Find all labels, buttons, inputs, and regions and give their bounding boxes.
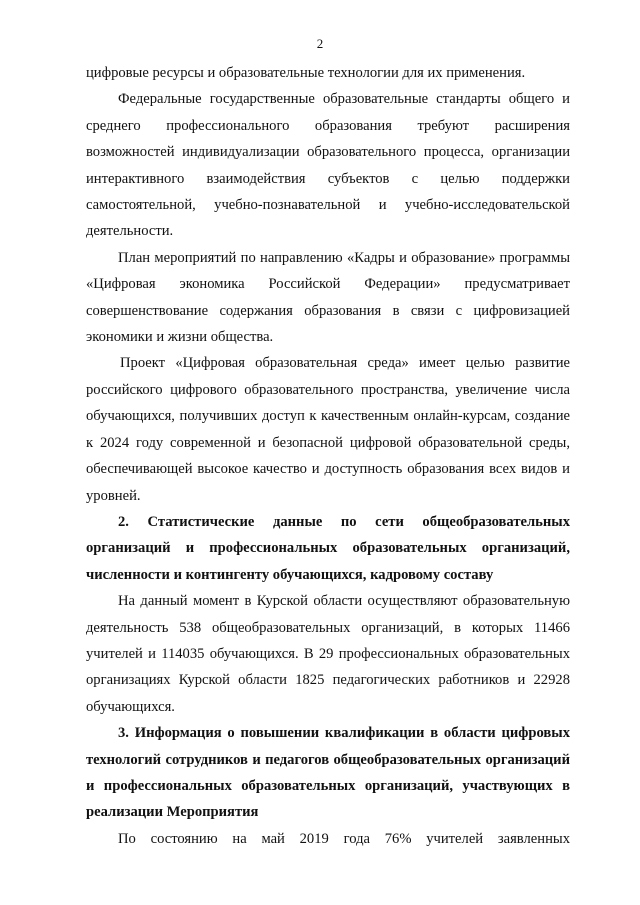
- paragraph-continuation: цифровые ресурсы и образовательные технологии для их применения.: [86, 65, 526, 81]
- paragraph-statistics: На данный момент в Курской области осуществляют образовательную деятельность 538 общеобразовательных организаций, в которых 11466 учителей и 114035 обучающихся. В 29 профессиональных образовательных организациях Курской области 1825 педагогических работников и 22928 обучающихся.: [86, 593, 570, 715]
- section-heading-qualification: 3. Информация о повышении квалификации в области цифровых технологий сотрудников и педагогов общеобразовательных организаций и профессиональных образовательных организаций, участвующих в реализации Мероприятия: [86, 725, 570, 821]
- paragraph-qualification: По состоянию на май 2019 года 76% учителей заявленных: [118, 830, 570, 847]
- paragraph-action-plan: План мероприятий по направлению «Кадры и образование» программы «Цифровая экономика Российской Федерации» предусматривает совершенствование содержания образования в связи с цифровизацией экономики и жизни общества.: [86, 249, 570, 346]
- paragraph-standards: Федеральные государственные образовательные стандарты общего и среднего профессионального образования требуют расширения возможностей индивидуализации образовательного процесса, организации интерактивного взаимодействия субъектов с целью поддержки самостоятельной, учебно-познавательной и учебно-исследовательской деятельности.: [86, 91, 570, 240]
- document-body: [86, 60, 570, 852]
- section-heading-statistics: 2. Статистические данные по сети общеобразовательных организаций и профессиональных образовательных организаций, численности и контингенту обучающихся, кадровому составу: [86, 513, 570, 583]
- page-number: 2: [316, 36, 324, 51]
- paragraph-digital-environment: Проект «Цифровая образовательная среда» имеет целью развитие российского цифрового образовательного пространства, увеличение числа обучающихся, получивших доступ к качественным онлайн-курсам, создание к 2024 году современной и безопасной цифровой образовательной среды, обеспечивающей высокое качество и доступность образования всех видов и уровней.: [86, 355, 570, 504]
